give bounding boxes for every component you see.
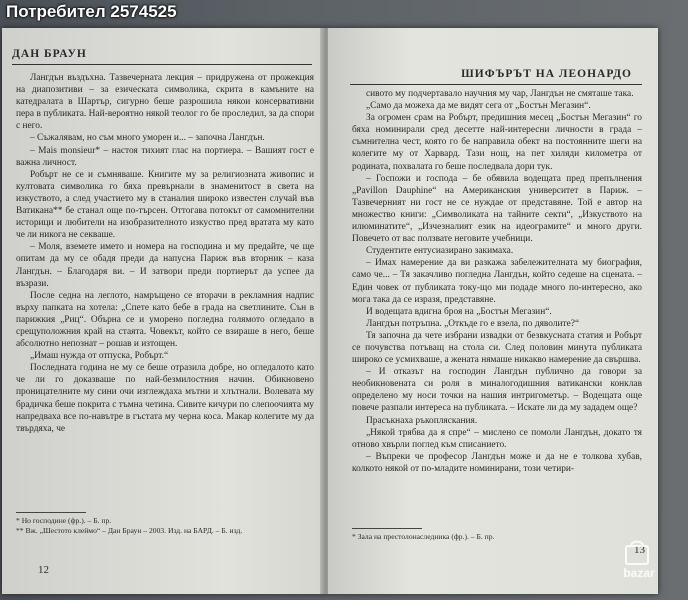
paragraph: Лангдън потръпна. „Откъде го е взела, по дяволите?“	[366, 318, 580, 329]
paragraph: Прасъкнаха ръкопляскания.	[366, 415, 478, 426]
paragraph: – Въпреки че професор Лангдън може и да не е толкова хубав, колкото някой от по-младите номинирани, този четири-	[352, 451, 642, 474]
right-page-body	[352, 88, 642, 475]
paragraph: – Mais monsieur* – настоя тихият глас на портиера. – Вашият гост е важна личност.	[16, 145, 314, 168]
paragraph: – Съжалявам, но съм много уморен и... – започна Лангдън.	[30, 133, 265, 144]
paragraph: Робърт не се и съмняваше. Книгите му за религиозната живопис и култовата символика го бяха превърнали в знаменитост в света на изкуството, а след участието му в станалия широко известен случай във Ватикана** бе станал още по-търсен. Оттогава потокът от самомнителни историци и любители на изобразителното изкуство пред вратата му като че ли никога не секваше.	[16, 169, 314, 241]
bazar-logo	[596, 540, 682, 580]
paragraph: Студентите ентусиазирано закимаха.	[366, 246, 514, 257]
left-footnote-rule	[16, 512, 86, 513]
paragraph: Последната година не му се беше отразила добре, но огледалото като че ли го доказваше по най-безмилостния начин. Обикновено проницателните му сини очи изглеждаха мътни и хлътнали. Волевата му брадичка беше покрита с тъмна четина. Сивите кичури по слепоочията му напредваха все по-навътре в гъстата му черна коса. Макар колегите му да твърдяха, че	[16, 363, 314, 434]
left-running-header: ДАН БРАУН	[12, 48, 87, 60]
paragraph: За огромен срам на Робърт, предишния месец „Бостън Мегазин“ го бяха номинирали сред десетте най-интересни личности в града – съмнителна чест, която го бе направила обект на постоянните шеги на колегите му от Харвард. Тази нощ, на пет хиляди километра от родината, похвалата го беше последвала дори тук.	[352, 113, 642, 172]
right-running-header: ШИФЪРЪТ НА ЛЕОНАРДО	[461, 68, 632, 80]
footnote: * Зала на престолонаследника (фр.). – Б. пр.	[352, 532, 495, 541]
logo-text: bazar	[623, 566, 655, 580]
paragraph: Лангдън въздъхна. Тазвечерната лекция – придружена от прожекция на диапозитиви – за езическата символика, скрита в камъните на катедралата в Шартър, сигурно беше разрошила някои консервативни пера в публиката. Най-вероятно някой теолог го бе проследил, за да спори с него.	[16, 73, 314, 132]
paragraph: – Госпожи и господа – бе обявила водещата пред препълнения „Pavillon Dauphine“ на Американския университет в Париж. – Тазвечерният ни гост не се нуждае от представяне. Той е автор на множество книги: „Символиката на тайните секти“, „Изкуството на илюминатите“, „Изчезналият език на идеограмите“ и много други. Повечето от вас ползвате неговите учебници.	[352, 173, 642, 245]
paragraph: „Някой трябва да я спре“ – мислено се помоли Лангдън, докато тя отново хвърли поглед към списанието.	[352, 427, 642, 450]
left-page	[2, 28, 324, 594]
left-footnotes	[16, 516, 314, 536]
paragraph: – Имах намерение да ви разкажа забележителната му биография, само че... – Тя закачливо погледна Лангдън, който седеше на сцената. – Един човек от публиката току-що ми подаде много по-интересно, ако мога така да се изразя, представяне.	[352, 258, 642, 305]
right-page	[328, 28, 658, 594]
right-footnote-rule	[352, 528, 422, 529]
right-page-number: 13	[634, 544, 645, 556]
shopping-bag-icon	[626, 542, 648, 565]
paragraph: После седна на леглото, намръщено се вторачи в рекламния надпис върху папката на хотела: „Спете като бебе в града на светлините. Сън в парижкия „Риц“. Обърна се и уморено погледна голямото огледало в срещуположния край на стаята. Човекът, който се взираше в него, беше абсолютно непознат – рошав и изтощен.	[16, 290, 314, 350]
footnote: * Но господине (фр.). – Б. пр.	[16, 516, 112, 525]
left-page-number: 12	[38, 564, 49, 576]
paragraph: сивото му подчертавало научния му чар, Лангдън не смяташе така.	[366, 89, 634, 99]
open-book	[2, 28, 658, 594]
paragraph: Тя започна да чете избрани извадки от безвкусната статия и Робърт се почувства потъващ на стола си. След половин минута публиката широко се усмихваше, а жената нямаше никакво намерение да свършва.	[352, 330, 642, 366]
paragraph: И водещата вдигна броя на „Бостън Мегазин“.	[366, 306, 552, 317]
paragraph: „Само да можеха да ме видят сега от „Бостън Мегазин“.	[366, 101, 591, 112]
paragraph: – И отказът на господин Лангдън публично да говори за необикновената си роля в миналогодишния ватикански конклав определено му носи точки на нашия интригометър. – Водещата още повече разпали интереса на публиката. – Искате ли да му зададем още?	[352, 367, 642, 414]
left-page-body	[16, 72, 314, 435]
user-watermark: Потребител 2574525	[6, 2, 177, 21]
footnote: ** Вж. „Шестото клеймо“ – Дан Браун – 2003. Изд. на БАРД. – Б. изд.	[16, 526, 243, 535]
paragraph: „Имаш нужда от отпуска, Робърт.“	[30, 351, 169, 362]
paragraph: – Моля, вземете името и номера на господина и му предайте, че ще опитам да му се обадя преди да напусна Париж във вторник – каза Лангдън. – Благодаря ви. – И затвори преди портиерът да успее да възрази.	[16, 242, 314, 289]
right-header-rule	[350, 84, 642, 85]
left-header-rule	[12, 64, 312, 65]
